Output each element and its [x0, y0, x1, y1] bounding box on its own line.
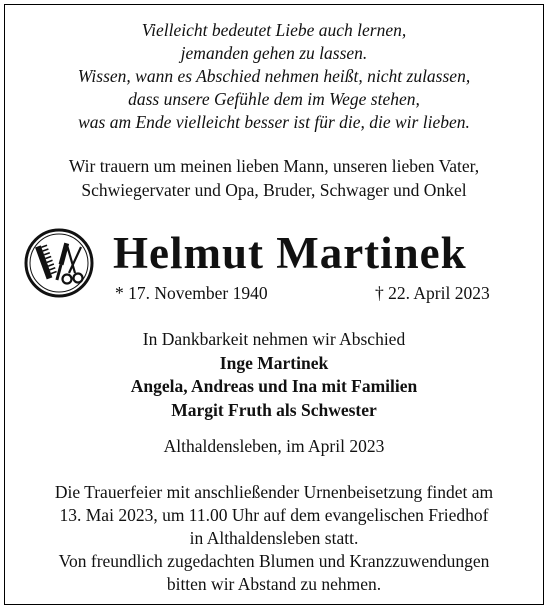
notice-line: 13. Mai 2023, um 11.00 Uhr auf dem evangelischen Friedhof	[59, 505, 489, 525]
mourner-name: Angela, Andreas und Ina mit Familien	[130, 376, 418, 396]
notice-line: in Althaldensleben statt.	[189, 528, 359, 548]
poem-line: jemanden gehen zu lassen.	[180, 43, 368, 63]
mourners-lead: In Dankbarkeit nehmen wir Abschied	[142, 329, 406, 349]
intro-line: Wir trauern um meinen lieben Mann, unseren lieben Vater,	[68, 156, 480, 176]
obituary-frame	[4, 4, 544, 605]
mourner-name: Margit Fruth als Schwester	[171, 399, 377, 420]
notice-line: Von freundlich zugedachten Blumen und Kranzzuwendungen	[58, 551, 490, 571]
hairdresser-comb-scissors-icon	[23, 227, 95, 299]
birth-date: * 17. November 1940	[115, 283, 268, 303]
mourners-block	[5, 328, 543, 422]
poem-line: was am Ende vielleicht besser ist für die, die wir lieben.	[78, 112, 470, 132]
deceased-name: Helmut Martinek	[113, 228, 467, 278]
place-date: Althaldensleben, im April 2023	[163, 436, 385, 456]
poem-line: dass unsere Gefühle dem im Wege stehen,	[128, 89, 420, 109]
poem-line: Wissen, wann es Abschied nehmen heißt, nicht zulassen,	[77, 66, 471, 86]
mourner-name: Inge Martinek	[219, 352, 329, 373]
notice-line: Die Trauerfeier mit anschließender Urnenbeisetzung findet am	[54, 482, 494, 502]
death-date: † 22. April 2023	[375, 283, 490, 303]
notice-line: bitten wir Abstand zu nehmen.	[166, 574, 382, 594]
poem-line: Vielleicht bedeutet Liebe auch lernen,	[141, 20, 407, 40]
poem	[5, 19, 543, 134]
intro-text	[5, 154, 543, 202]
funeral-notice	[5, 481, 543, 596]
intro-line: Schwiegervater und Opa, Bruder, Schwager und Onkel	[81, 180, 467, 200]
